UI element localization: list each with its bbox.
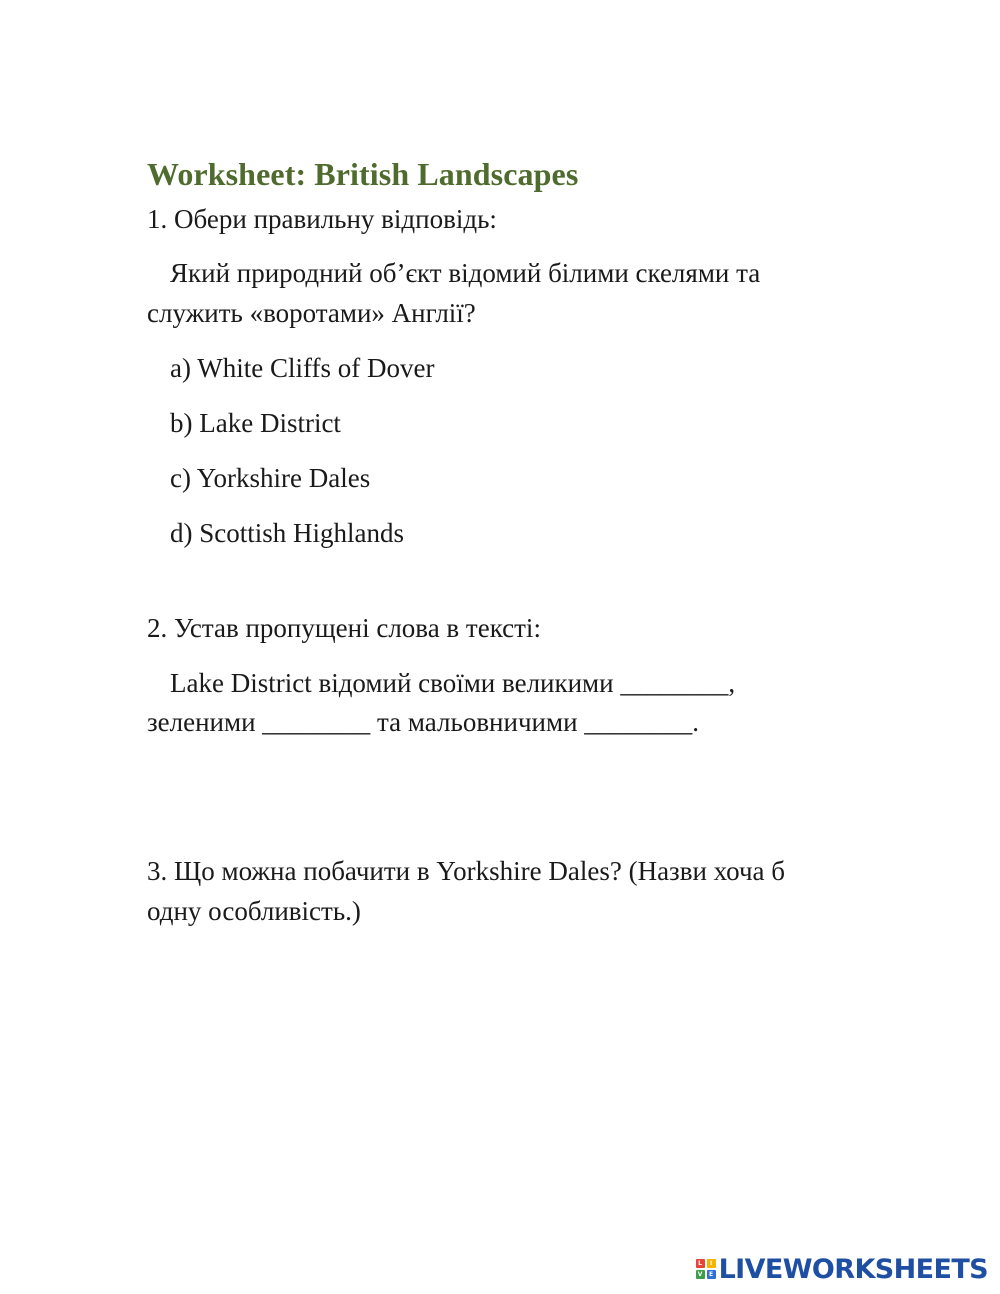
option-c[interactable]: c) Yorkshire Dales — [170, 463, 371, 493]
logo-tile-e: E — [707, 1270, 716, 1279]
question-2-heading: 2. Устав пропущені слова в тексті: — [147, 613, 541, 643]
question-1-text-line-2: служить «воротами» Англії? — [147, 298, 476, 328]
option-a[interactable]: a) White Cliffs of Dover — [170, 353, 435, 383]
liveworksheets-logo-icon — [696, 1259, 716, 1279]
question-1-heading: 1. Обери правильну відповідь: — [147, 204, 497, 234]
question-3-text-line-1: 3. Що можна побачити в Yorkshire Dales? (Назви хоча б — [147, 856, 785, 886]
question-2-text-line-2: зеленими ________ та мальовничими ________. — [147, 707, 700, 737]
question-1-text-line-1: Який природний об’єкт відомий білими скелями та — [170, 258, 761, 288]
logo-tile-v: V — [696, 1270, 705, 1279]
liveworksheets-brand — [696, 1252, 988, 1286]
logo-tile-l: L — [696, 1259, 705, 1268]
option-b[interactable]: b) Lake District — [170, 408, 341, 438]
logo-tile-i: I — [707, 1259, 716, 1268]
worksheet-title: Worksheet: British Landscapes — [147, 156, 579, 192]
question-3-text-line-2: одну особливість.) — [147, 896, 361, 926]
option-d[interactable]: d) Scottish Highlands — [170, 518, 404, 548]
question-2-text-line-1: Lake District відомий своїми великими ________, — [170, 668, 736, 698]
brand-wordmark: LIVEWORKSHEETS — [718, 1253, 988, 1285]
